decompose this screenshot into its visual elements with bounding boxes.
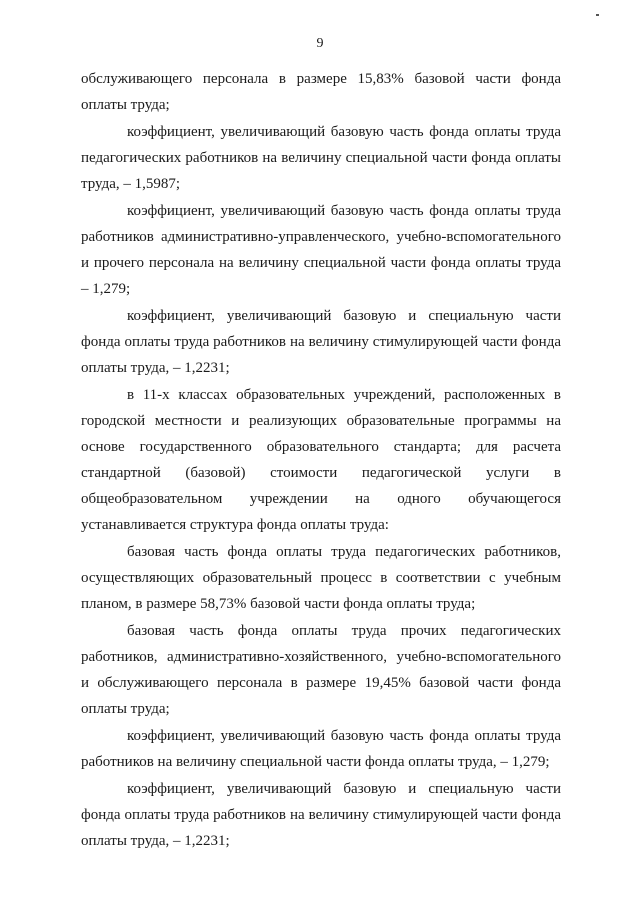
- scan-artifact: [596, 14, 599, 16]
- paragraph-base-other-staff: базовая часть фонда оплаты труда прочих педагогических работников, административно-хозяйственного, учебно-вспомогательного и обслуживающего персонала в размере 19,45% базовой части фонда оплаты труда;: [81, 623, 561, 717]
- paragraph-grade-11-structure: в 11-х классах образовательных учреждений, расположенных в городской местности и реализующих образовательные программы на основе государственного образовательного стандарта; для расчета стандартной (базовой) стоимости педагогической услуги в общеобразовательном учреждении на одного обучающегося устанавливается структура фонда оплаты труда:: [81, 387, 561, 533]
- page-number: 9: [316, 36, 324, 51]
- paragraph-coefficient-stimulating-2: коэффициент, увеличивающий базовую и специальную части фонда оплаты труда работников на величину стимулирующей части фонда оплаты труда, – 1,2231;: [81, 781, 561, 849]
- paragraph-coefficient-special-admin: коэффициент, увеличивающий базовую часть фонда оплаты труда работников административно-управленческого, учебно-вспомогательного и прочего персонала на величину специальной части фонда оплаты труда – 1,279;: [81, 203, 561, 297]
- paragraph-base-pedagogical: базовая часть фонда оплаты труда педагогических работников, осуществляющих образовательный процесс в соответствии с учебным планом, в размере 58,73% базовой части фонда оплаты труда;: [81, 544, 561, 612]
- paragraph-continuation: обслуживающего персонала в размере 15,83% базовой части фонда оплаты труда;: [81, 71, 561, 113]
- paragraph-coefficient-special-pedagogical: коэффициент, увеличивающий базовую часть фонда оплаты труда педагогических работников на величину специальной части фонда оплаты труда, – 1,5987;: [81, 124, 561, 192]
- document-body: [81, 66, 561, 854]
- paragraph-coefficient-stimulating: коэффициент, увеличивающий базовую и специальную части фонда оплаты труда работников на величину стимулирующей части фонда оплаты труда, – 1,2231;: [81, 308, 561, 376]
- paragraph-coefficient-special: коэффициент, увеличивающий базовую часть фонда оплаты труда работников на величину специальной части фонда оплаты труда, – 1,279;: [81, 728, 561, 770]
